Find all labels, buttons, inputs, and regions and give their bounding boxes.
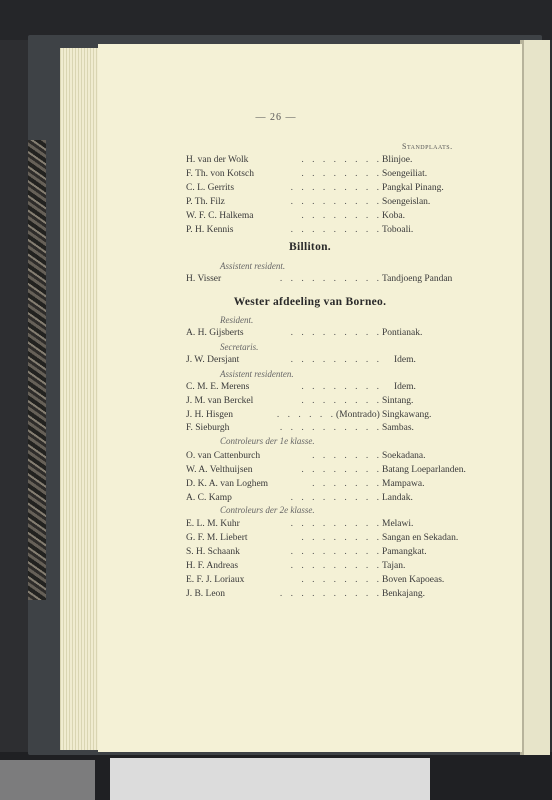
entry-name: J. B. Leon <box>186 589 226 599</box>
entry-row <box>186 547 506 561</box>
role-label: Controleurs der 2e klasse. <box>220 505 315 515</box>
entry-place: Idem. <box>394 382 416 392</box>
entry-row <box>186 328 506 342</box>
entry-name: D. K. A. van Loghem <box>186 479 269 489</box>
leader-dots: . . . . . . . . . <box>290 197 382 207</box>
leader-dots: . . . . . . . . . <box>290 547 382 557</box>
entry-place: Toboali. <box>382 225 414 235</box>
entry-place: Pangkal Pinang. <box>382 183 444 193</box>
entry-place: Idem. <box>394 355 416 365</box>
entry-name: F. Th. von Kotsch <box>186 169 254 179</box>
page-number: — 26 — <box>255 112 297 123</box>
entry-name: O. van Cattenburch <box>186 451 261 461</box>
entry-name: W. A. Velthuijsen <box>186 465 253 475</box>
entry-place: Boven Kapoeas. <box>382 575 445 585</box>
background-sheet-bottom <box>110 758 430 800</box>
role-label: Controleurs der 1e klasse. <box>220 436 315 446</box>
entry-name: F. Sieburgh <box>186 423 230 433</box>
scan-background-top <box>0 0 552 40</box>
leader-dots: . . . . . . . . <box>301 382 382 392</box>
entry-row <box>186 479 506 493</box>
page-stack-edges <box>60 48 102 750</box>
entry-row <box>186 533 506 547</box>
entry-row <box>186 423 506 437</box>
entry-name: W. F. C. Halkema <box>186 211 254 221</box>
entry-place: Soengeislan. <box>382 197 431 207</box>
leader-dots: . . . . . . . . <box>301 533 382 543</box>
leader-dots: . . . . . . <box>276 410 336 420</box>
entry-place: Pontianak. <box>382 328 423 338</box>
leader-dots: . . . . . . . . . <box>290 183 382 193</box>
entry-name: C. M. E. Merens <box>186 382 250 392</box>
leader-dots: . . . . . . . . <box>301 396 382 406</box>
leader-dots: . . . . . . . . . <box>290 328 382 338</box>
leader-dots: . . . . . . . . <box>301 575 382 585</box>
leader-dots: . . . . . . . . . <box>290 561 382 571</box>
entry-place: Blinjoe. <box>382 155 413 165</box>
leader-dots: . . . . . . . . . . <box>279 274 382 284</box>
entry-row <box>186 561 506 575</box>
entry-place: Soengeiliat. <box>382 169 428 179</box>
leader-dots: . . . . . . . <box>312 451 382 461</box>
background-sheet-left <box>0 760 95 800</box>
column-header-standplaats: Standplaats. <box>402 142 453 151</box>
entry-place: Sambas. <box>382 423 414 433</box>
entry-place: Tajan. <box>382 561 406 571</box>
facing-page-edge <box>520 40 550 755</box>
entry-name: H. Visser <box>186 274 222 284</box>
entry-row <box>186 465 506 479</box>
entry-name: H. F. Andreas <box>186 561 239 571</box>
leader-dots: . . . . . . . . . . <box>279 589 382 599</box>
entry-place: Sintang. <box>382 396 414 406</box>
entry-place: Tandjoeng Pandan <box>382 274 453 284</box>
entry-row <box>186 183 506 197</box>
section-heading-borneo: Wester afdeeling van Borneo. <box>233 296 387 308</box>
entry-row <box>186 211 506 225</box>
entry-row <box>186 396 506 410</box>
entry-place: Soekadana. <box>382 451 426 461</box>
entry-row <box>186 589 506 603</box>
leader-dots: . . . . . . . . . <box>290 519 382 529</box>
entry-row <box>186 197 506 211</box>
entry-name: A. C. Kamp <box>186 493 232 503</box>
entry-name: C. L. Gerrits <box>186 183 235 193</box>
entry-name: J. W. Dersjant <box>186 355 240 365</box>
entry-place: Melawi. <box>382 519 414 529</box>
entry-name: E. F. J. Loriaux <box>186 575 245 585</box>
leader-dots: . . . . . . . . <box>301 169 382 179</box>
entry-place: Sangan en Sekadan. <box>382 533 459 543</box>
entry-row <box>186 274 506 288</box>
leader-dots: . . . . . . . <box>312 479 382 489</box>
leader-dots: . . . . . . . . . <box>290 225 382 235</box>
leader-dots: . . . . . . . . . <box>290 355 382 365</box>
leader-dots: . . . . . . . . . . <box>279 423 382 433</box>
entry-name: J. M. van Berckel <box>186 396 254 406</box>
entry-place: Benkajang. <box>382 589 426 599</box>
entry-place: Pamangkat. <box>382 547 427 557</box>
role-label: Assistent resident. <box>220 261 286 271</box>
entry-row <box>186 225 506 239</box>
entry-place: Koba. <box>382 211 405 221</box>
entry-name: A. H. Gijsberts <box>186 328 244 338</box>
entry-row <box>186 382 506 396</box>
leader-dots: . . . . . . . . <box>301 465 382 475</box>
entry-row <box>186 355 506 369</box>
entry-place: Landak. <box>382 493 413 503</box>
entry-name: J. H. Hisgen <box>186 410 233 420</box>
marbled-cover-spine <box>28 140 46 600</box>
entry-place: Batang Loeparlanden. <box>382 465 466 475</box>
entry-row <box>186 169 506 183</box>
entry-row <box>186 155 506 169</box>
role-label: Assistent residenten. <box>220 369 294 379</box>
entry-row <box>186 575 506 589</box>
leader-dots: . . . . . . . . <box>301 155 382 165</box>
entry-note: (Montrado) <box>336 410 380 420</box>
entry-name: P. Th. Filz <box>186 197 225 207</box>
section-heading-billiton: Billiton. <box>288 241 331 253</box>
entry-name: H. van der Wolk <box>186 155 249 165</box>
leader-dots: . . . . . . . . <box>301 211 382 221</box>
role-label: Resident. <box>220 315 254 325</box>
entry-place: Mampawa. <box>382 479 425 489</box>
entry-name: S. H. Schaank <box>186 547 240 557</box>
entry-name: G. F. M. Liebert <box>186 533 248 543</box>
entry-name: P. H. Kennis <box>186 225 234 235</box>
role-label: Secretaris. <box>220 342 259 352</box>
entry-place: Singkawang. <box>382 410 432 420</box>
entry-row <box>186 519 506 533</box>
entry-row <box>186 410 506 424</box>
entry-row <box>186 451 506 465</box>
entry-name: E. L. M. Kuhr <box>186 519 240 529</box>
leader-dots: . . . . . . . . . <box>290 493 382 503</box>
